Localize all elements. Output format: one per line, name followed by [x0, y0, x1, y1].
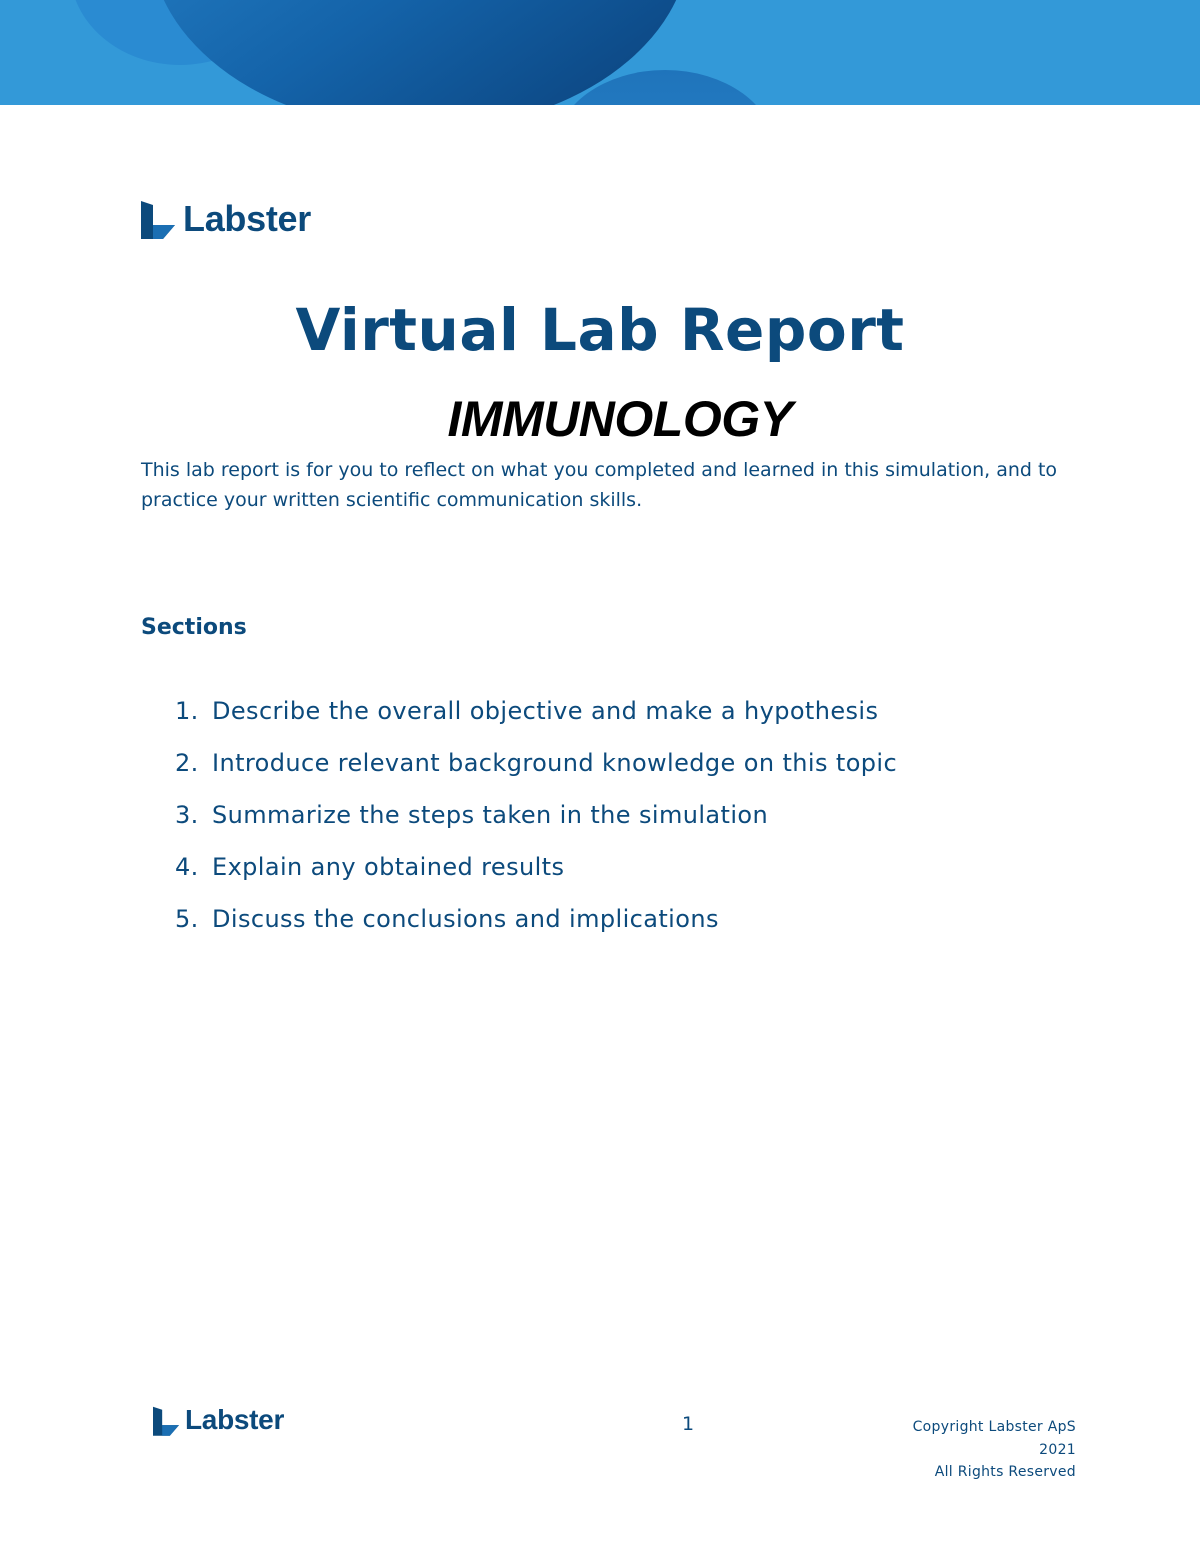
page-number: 1: [682, 1413, 695, 1435]
footer-logo: [153, 1404, 284, 1436]
sections-list: [175, 697, 897, 957]
labster-logo-icon: [153, 1405, 179, 1436]
list-item-number: 5.: [175, 905, 199, 933]
list-item-label: Explain any obtained results: [212, 853, 565, 881]
list-item: [175, 749, 897, 801]
labster-logo-icon: [141, 199, 175, 239]
footer-logo-text: Labster: [185, 1404, 285, 1435]
list-item-number: 1.: [175, 697, 199, 725]
list-item: [175, 905, 897, 957]
list-item: [175, 801, 897, 853]
list-item-number: 3.: [175, 801, 199, 829]
list-item-label: Summarize the steps taken in the simulation: [212, 801, 769, 829]
list-item: [175, 697, 897, 749]
page-title: Virtual Lab Report: [295, 296, 905, 364]
list-item-number: 2.: [175, 749, 199, 777]
list-item-label: Discuss the conclusions and implications: [212, 905, 719, 933]
list-item: [175, 853, 897, 905]
list-item-label: Introduce relevant background knowledge on this topic: [212, 749, 898, 777]
logo-text: Labster: [183, 198, 311, 239]
page-subtitle: IMMUNOLOGY: [447, 391, 793, 447]
copyright-line: Copyright Labster ApS: [912, 1419, 1076, 1435]
intro-paragraph: This lab report is for you to reflect on what you completed and learned in this simulation, and to practice your written scientific communication skills.: [141, 459, 1058, 511]
copyright-notice: [776, 1416, 1076, 1484]
sections-heading: Sections: [141, 615, 247, 640]
banner-decoration: [0, 0, 1200, 105]
rights-line: All Rights Reserved: [934, 1464, 1076, 1480]
header-banner: [0, 0, 1200, 105]
copyright-year: 2021: [1039, 1441, 1076, 1458]
list-item-number: 4.: [175, 853, 199, 881]
list-item-label: Describe the overall objective and make a hypothesis: [212, 697, 879, 725]
labster-logo: [141, 198, 311, 240]
